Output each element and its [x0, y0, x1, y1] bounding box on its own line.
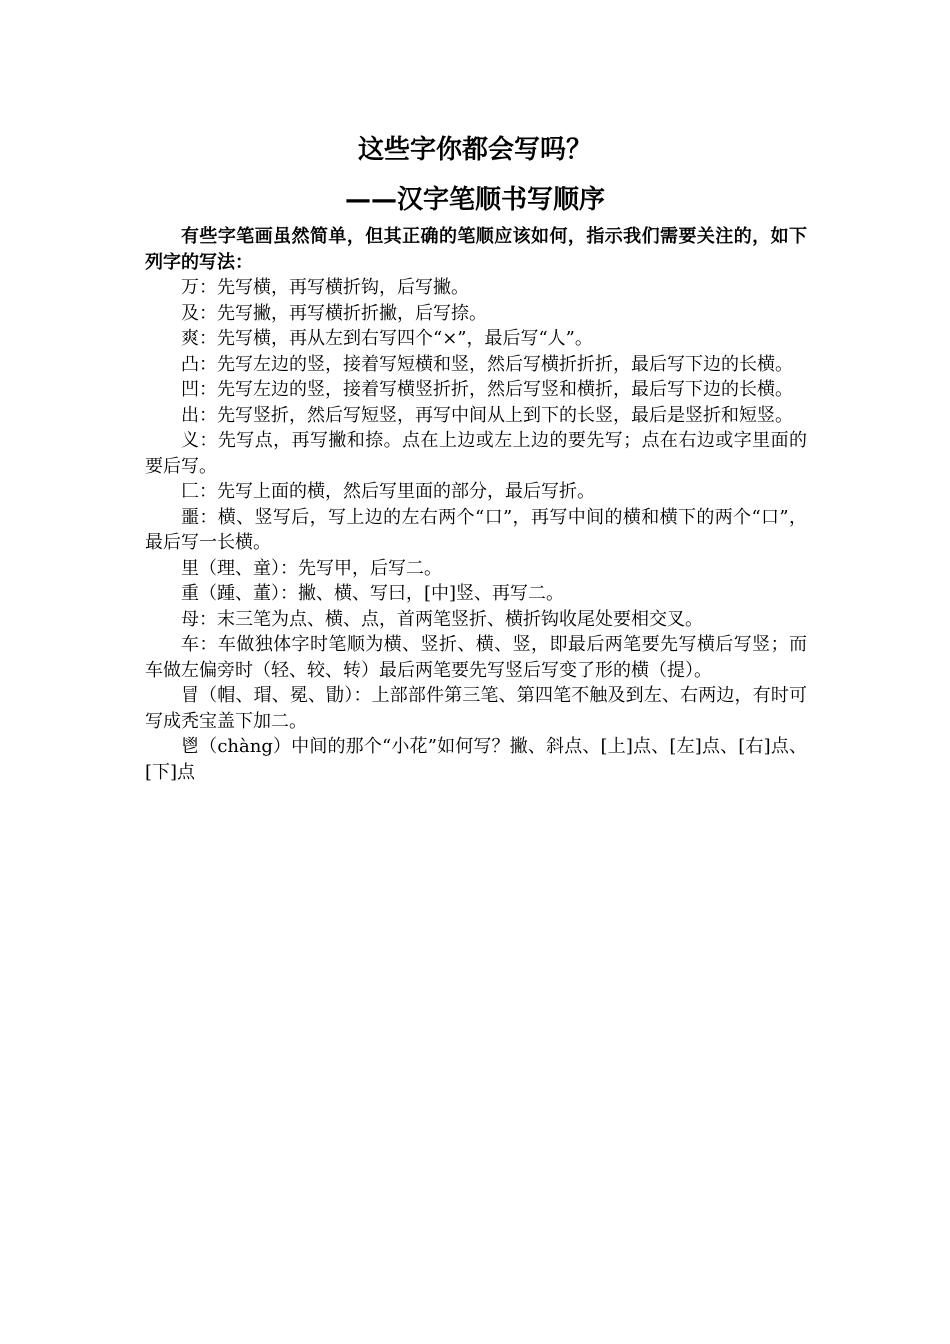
paragraph-chu: 出：先写竖折，然后写短竖，再写中间从上到下的长竖，最后是竖折和短竖。: [181, 404, 793, 426]
paragraph-chang: 鬯（chàng）中间的那个“小花”如何写？撇、斜点、[上]点、[左]点、[右]点、[下]点: [145, 736, 807, 783]
paragraph-li: 里（理、童）：先写甲，后写二。: [181, 557, 442, 579]
paragraph-tu: 凸：先写左边的竖，接着写短横和竖，然后写横折折折，最后写下边的长横。: [181, 353, 793, 375]
paragraph-mao: 冒（帽、瑁、冕、勖）：上部部件第三笔、第四笔不触及到左、右两边，有时可写成秃宝盖下加二。: [145, 685, 807, 732]
document-subtitle: ——汉字笔顺书写顺序: [344, 185, 605, 215]
paragraph-wan: 万：先写横，再写横折钩，后写撇。: [181, 277, 469, 298]
paragraph-yi: 义：先写点，再写撇和捺。点在上边或左上边的要先写；点在右边或字里面的要后写。: [145, 430, 807, 477]
paragraph-shuang: 爽：先写横，再从左到右写四个“×”，最后写“人”。: [181, 328, 593, 349]
paragraph-mu: 母：末三笔为点、横、点，首两笔竖折、横折钩收尾处要相交叉。: [181, 608, 703, 630]
document-title: 这些字你都会写吗？: [357, 135, 592, 165]
paragraph-e: 噩：横、竖写后，写上边的左右两个“口”，再写中间的横和横下的两个“口”，最后写一长横。: [145, 506, 807, 553]
document-body: [145, 224, 807, 785]
paragraph-ao: 凹：先写左边的竖，接着写横竖折折，然后写竖和横折，最后写下边的长横。: [181, 379, 793, 400]
intro-paragraph: 有些字笔画虽然简单，但其正确的笔顺应该如何，指示我们需要关注的，如下列字的写法：: [145, 226, 807, 273]
paragraph-che: 车：车做独体字时笔顺为横、竖折、横、竖，即最后两笔要先写横后写竖；而车做左偏旁时（轻、较、转）最后两笔要先写竖后写变了形的横（提）。: [145, 634, 807, 681]
paragraph-ji: 及：先写撇，再写横折折撇，后写捺。: [181, 302, 487, 324]
paragraph-fang: 匚：先写上面的横，然后写里面的部分，最后写折。: [181, 481, 595, 502]
paragraph-zhong: 重（踵、董）：撇、横、写曰，[中]竖、再写二。: [181, 583, 565, 604]
